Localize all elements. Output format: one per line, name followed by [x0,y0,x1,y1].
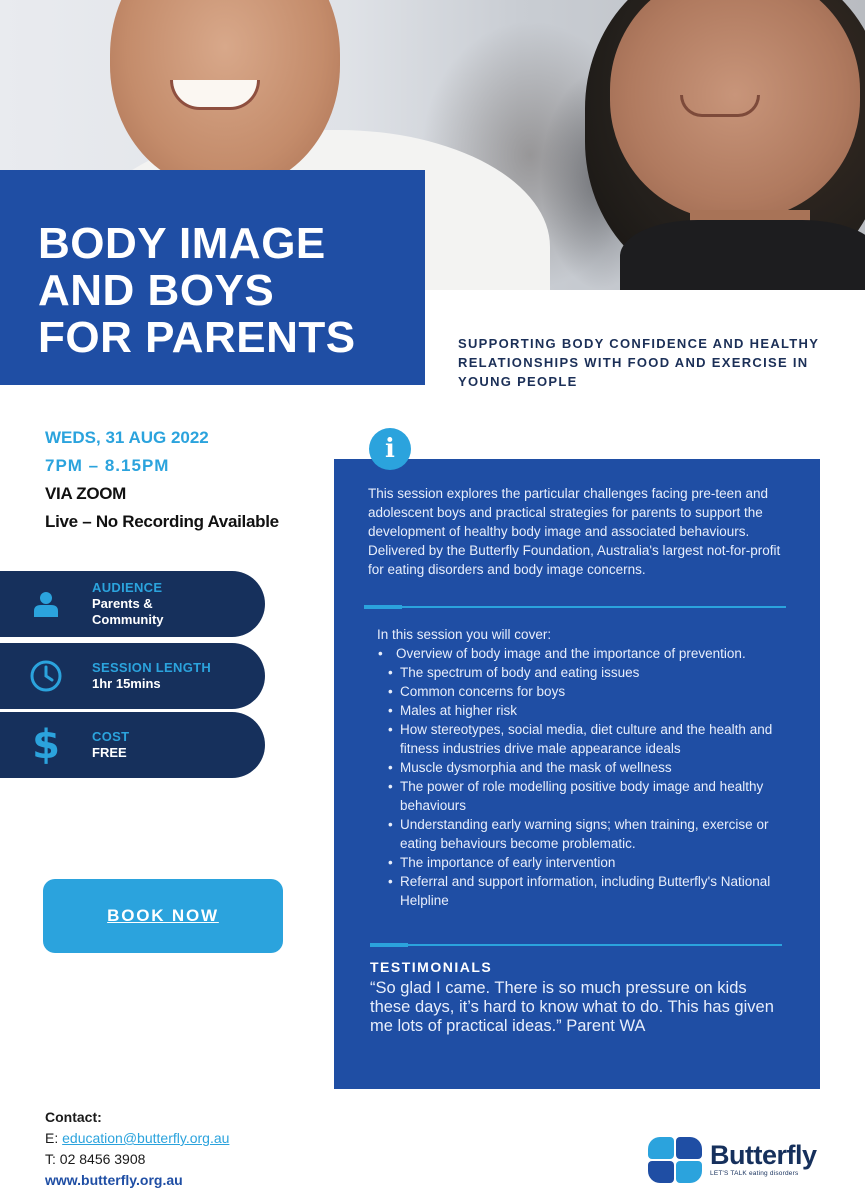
event-date: WEDS, 31 AUG 2022 [45,428,209,447]
clock-icon [0,659,92,693]
list-item: • Referral and support information, including Butterfly's National Helpline [378,872,798,910]
page-title: BODY IMAGE AND BOYS FOR PARENTS [38,219,356,362]
topics-heading: In this session you will cover: [377,627,552,642]
cost-label: COST [92,729,130,744]
list-item: • Muscle dysmorphia and the mask of wellness [378,758,798,777]
list-item: • The spectrum of body and eating issues [378,663,798,682]
session-length-label: SESSION LENGTH [92,660,212,675]
website-link[interactable]: www.butterfly.org.au [45,1172,183,1188]
list-item: • The power of role modelling positive body image and healthy behaviours [378,777,798,815]
divider [364,606,786,608]
list-item: • Males at higher risk [378,701,798,720]
list-item: • The importance of early intervention [378,853,798,872]
subtitle: SUPPORTING BODY CONFIDENCE AND HEALTHY RELATIONSHIPS WITH FOOD AND EXERCISE IN YOUNG PEOPLE [458,336,819,389]
list-item: • Overview of body image and the importance of prevention. [378,644,798,663]
person-icon [0,589,92,619]
title-block [0,170,425,385]
cost-pill [0,712,265,778]
list-item: • Understanding early warning signs; when training, exercise or eating behaviours become problematic. [378,815,798,853]
contact-phone: T: 02 8456 3908 [45,1151,146,1167]
audience-value: Parents & Community [92,596,164,627]
audience-label: AUDIENCE [92,580,163,595]
boy-right-smile [680,95,760,117]
info-icon: i [369,428,411,470]
logo-tagline: LET'S TALK eating disorders [710,1170,799,1177]
divider [370,944,782,946]
testimonials-heading: TESTIMONIALS [370,959,493,975]
book-now-button[interactable]: BOOK NOW [43,879,283,953]
list-item: • How stereotypes, social media, diet culture and the health and fitness industries drive male appearance ideals [378,720,798,758]
butterfly-logo-icon [646,1135,706,1185]
logo-name: Butterfly [710,1140,817,1170]
event-venue: VIA ZOOM [45,484,127,503]
dollar-icon: $ [32,722,60,768]
boy-right-shirt [620,220,865,290]
session-length-pill [0,643,265,709]
session-description: This session explores the particular challenges facing pre-teen and adolescent boys and practical strategies for parents to support the development of healthy body image and associated behaviours. Delivered by the Butterfly Foundation, Australia's largest not-for-profit for eating disorders and body image concerns. [368,486,781,577]
cost-value: FREE [92,745,127,760]
session-length-value: 1hr 15mins [92,676,161,691]
email-link[interactable]: education@butterfly.org.au [62,1130,230,1146]
topics-list [378,644,798,910]
testimonial-quote: “So glad I came. There is so much pressure on kids these days, it’s hard to know what to do. This has given me lots of practical ideas.” Parent WA [370,979,774,1035]
contact-info [45,1107,345,1191]
contact-email-line [45,1128,345,1149]
event-time: 7PM – 8.15PM [45,456,170,475]
audience-pill [0,571,265,637]
butterfly-logo [646,1132,836,1187]
session-info-panel [334,459,820,1089]
event-recording-note: Live – No Recording Available [45,512,279,531]
email-prefix: E: [45,1130,63,1146]
event-details [45,424,285,536]
list-item: • Common concerns for boys [378,682,798,701]
contact-heading: Contact: [45,1109,102,1125]
